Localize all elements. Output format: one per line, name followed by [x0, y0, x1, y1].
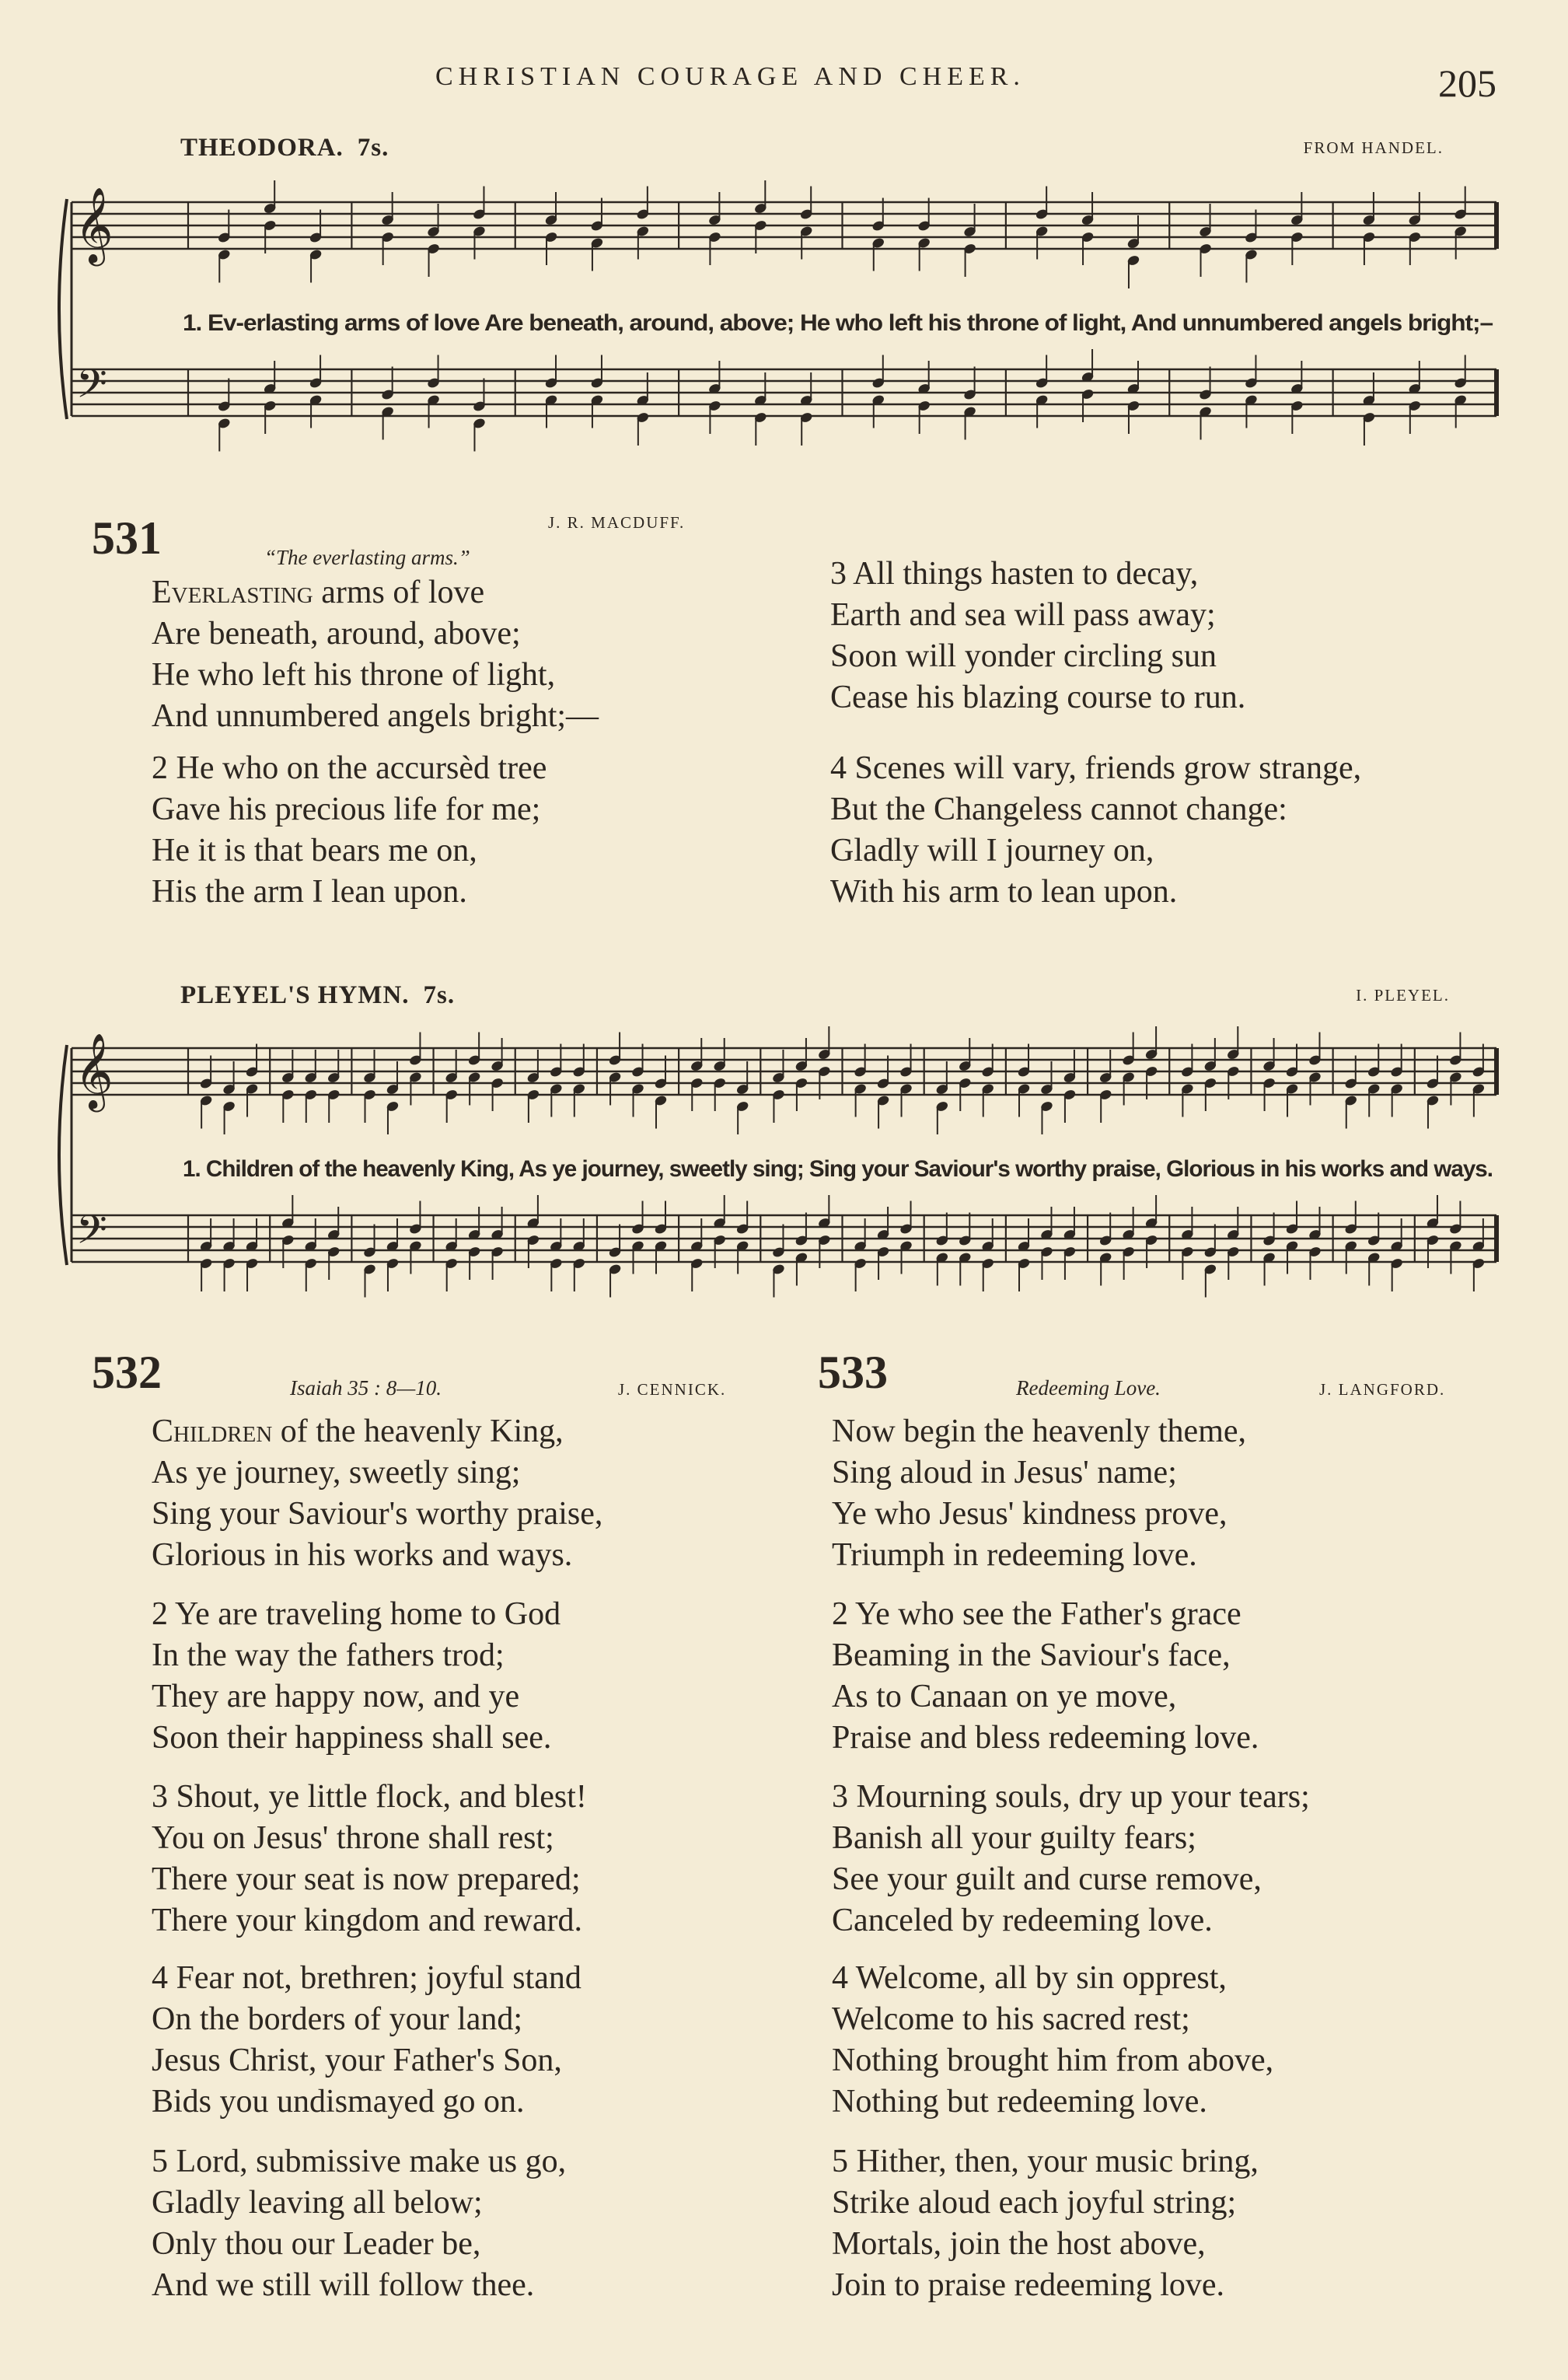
- stanza-line: 3 Mourning souls, dry up your tears;: [832, 1779, 1310, 1815]
- stanza-line: 4 Scenes will vary, friends grow strange,: [830, 750, 1362, 786]
- brace: [59, 199, 67, 419]
- tune-title-theodora: [180, 134, 389, 163]
- stanza-line: See your guilt and curse remove,: [832, 1861, 1262, 1897]
- stanza-3: [832, 1777, 1310, 1941]
- stanza-line: 3 Shout, ye little flock, and blest!: [152, 1779, 587, 1815]
- tune-title-pleyel: [180, 981, 455, 1010]
- stanza-line: In the way the fathers trod;: [152, 1637, 505, 1673]
- tune-lyric: 1. Ev-erlasting arms of love Are beneath, around, above; He who left his throne of light, And unnumbered angels bright;–: [183, 310, 1493, 336]
- stanza-line: Welcome to his sacred rest;: [832, 2001, 1190, 2037]
- stanza-line: Nothing but redeeming love.: [832, 2084, 1207, 2120]
- stanza-line: Banish all your guilty fears;: [832, 1820, 1196, 1856]
- music-score-theodora: [0, 171, 1568, 498]
- treble-clef-icon: 𝄞: [75, 187, 113, 263]
- hymn-author: J. LANGFORD.: [1319, 1380, 1446, 1399]
- hymn-author: J. CENNICK.: [618, 1380, 727, 1399]
- stanza-line: With his arm to lean upon.: [830, 874, 1178, 910]
- stanza-line: 5 Hither, then, your music bring,: [832, 2144, 1259, 2179]
- stanza-line: 2 Ye are traveling home to God: [152, 1596, 561, 1632]
- tune-composer: FROM HANDEL.: [1303, 138, 1444, 157]
- stanza-line: Soon their happiness shall see.: [152, 1720, 552, 1756]
- stanza-1: [832, 1411, 1246, 1576]
- stanza-2: [152, 1594, 560, 1759]
- music-score-pleyel: [0, 1017, 1568, 1344]
- stanza-line: Cease his blazing course to run.: [830, 680, 1246, 715]
- stanza-line: Everlasting arms of love: [152, 575, 485, 610]
- stanza-line: 5 Lord, submissive make us go,: [152, 2144, 567, 2179]
- stanza-line: Nothing brought him from above,: [832, 2043, 1274, 2078]
- stanza-line: Are beneath, around, above;: [152, 616, 521, 652]
- stanza-line: They are happy now, and ye: [152, 1679, 520, 1714]
- page-number: 205: [1438, 61, 1496, 105]
- stanza-5: [832, 2141, 1259, 2306]
- tune-meter: 7s.: [423, 981, 456, 1009]
- stanza-line: 4 Welcome, all by sin opprest,: [832, 1960, 1227, 1996]
- stanza-2: [152, 748, 547, 913]
- stanza-line: 2 He who on the accursèd tree: [152, 750, 547, 786]
- hymn-subtitle: “The everlasting arms.”: [264, 546, 470, 569]
- stanza-line: Sing aloud in Jesus' name;: [832, 1455, 1177, 1491]
- bass-clef-icon: 𝄢: [76, 1206, 107, 1263]
- stanza-line: As ye journey, sweetly sing;: [152, 1455, 521, 1491]
- stanza-line: Bids you undismayed go on.: [152, 2084, 525, 2120]
- stanza-line: Join to praise redeeming love.: [832, 2267, 1225, 2303]
- staff-lines: [72, 202, 1496, 416]
- stanza-line: There your kingdom and reward.: [152, 1903, 582, 1938]
- stanza-line: Praise and bless redeeming love.: [832, 1720, 1259, 1756]
- hymn-number: 531: [92, 512, 162, 564]
- tune-meter: 7s.: [357, 134, 389, 162]
- stanza-line: There your seat is now prepared;: [152, 1861, 581, 1897]
- hymn-author: J. R. MACDUFF.: [548, 513, 686, 532]
- stanza-line: Ye who Jesus' kindness prove,: [832, 1496, 1228, 1532]
- stanza-line: Glorious in his works and ways.: [152, 1537, 573, 1573]
- stanza-line: He who left his throne of light,: [152, 657, 556, 693]
- stanza-line: But the Changeless cannot change:: [830, 792, 1287, 827]
- stanza-line: 4 Fear not, brethren; joyful stand: [152, 1960, 581, 1996]
- stanza-line: Strike aloud each joyful string;: [832, 2185, 1237, 2221]
- stanza-line: Earth and sea will pass away;: [830, 597, 1216, 633]
- stanza-line: Triumph in redeeming love.: [832, 1537, 1197, 1573]
- tune-composer: I. PLEYEL.: [1356, 986, 1450, 1005]
- stanza-line: And unnumbered angels bright;—: [152, 698, 599, 734]
- stanza-line: Soon will yonder circling sun: [830, 638, 1217, 674]
- stanza-3: [830, 554, 1245, 718]
- hymn-number: 533: [818, 1347, 888, 1398]
- stanza-line: Jesus Christ, your Father's Son,: [152, 2043, 562, 2078]
- tune-name: THEODORA.: [180, 134, 344, 162]
- stanza-line: As to Canaan on ye move,: [832, 1679, 1177, 1714]
- stanza-3: [152, 1777, 587, 1941]
- hymn-number: 532: [92, 1347, 162, 1398]
- stanza-line: And we still will follow thee.: [152, 2267, 535, 2303]
- treble-clef-icon: 𝄞: [75, 1033, 113, 1109]
- running-title: CHRISTIAN COURAGE AND CHEER.: [435, 62, 1025, 91]
- stanza-line: Gladly leaving all below;: [152, 2185, 483, 2221]
- stanza-line: Canceled by redeeming love.: [832, 1903, 1213, 1938]
- hymn-reference: Redeeming Love.: [1016, 1376, 1161, 1400]
- stanza-4: [832, 1958, 1273, 2123]
- stanza-4: [830, 748, 1361, 913]
- stanza-line: Beaming in the Saviour's face,: [832, 1637, 1231, 1673]
- stanza-line: Mortals, join the host above,: [832, 2226, 1206, 2262]
- stanza-line: 2 Ye who see the Father's grace: [832, 1596, 1241, 1632]
- stanza-2: [832, 1594, 1259, 1759]
- stanza-line: His the arm I lean upon.: [152, 874, 467, 910]
- stanza-4: [152, 1958, 581, 2123]
- brace: [59, 1045, 67, 1265]
- stanza-line: Only thou our Leader be,: [152, 2226, 481, 2262]
- stanza-1: [152, 1411, 602, 1576]
- stanza-line: Gave his precious life for me;: [152, 792, 541, 827]
- stanza-line: On the borders of your land;: [152, 2001, 523, 2037]
- hymn-reference: Isaiah 35 : 8—10.: [290, 1376, 442, 1400]
- stanza-line: You on Jesus' throne shall rest;: [152, 1820, 554, 1856]
- bass-clef-icon: 𝄢: [76, 360, 107, 417]
- tune-name: PLEYEL'S HYMN.: [180, 981, 410, 1009]
- stanza-line: Now begin the heavenly theme,: [832, 1414, 1246, 1449]
- stanza-line: Sing your Saviour's worthy praise,: [152, 1496, 603, 1532]
- stanza-line: Gladly will I journey on,: [830, 833, 1154, 868]
- tune-lyric: 1. Children of the heavenly King, As ye journey, sweetly sing; Sing your Saviour's worthy praise, Glorious in his works and ways.: [183, 1156, 1493, 1182]
- stanza-5: [152, 2141, 566, 2306]
- stanza-1: [152, 572, 599, 737]
- stanza-line: 3 All things hasten to decay,: [830, 556, 1199, 592]
- stanza-line: Children of the heavenly King,: [152, 1414, 564, 1449]
- stanza-line: He it is that bears me on,: [152, 833, 477, 868]
